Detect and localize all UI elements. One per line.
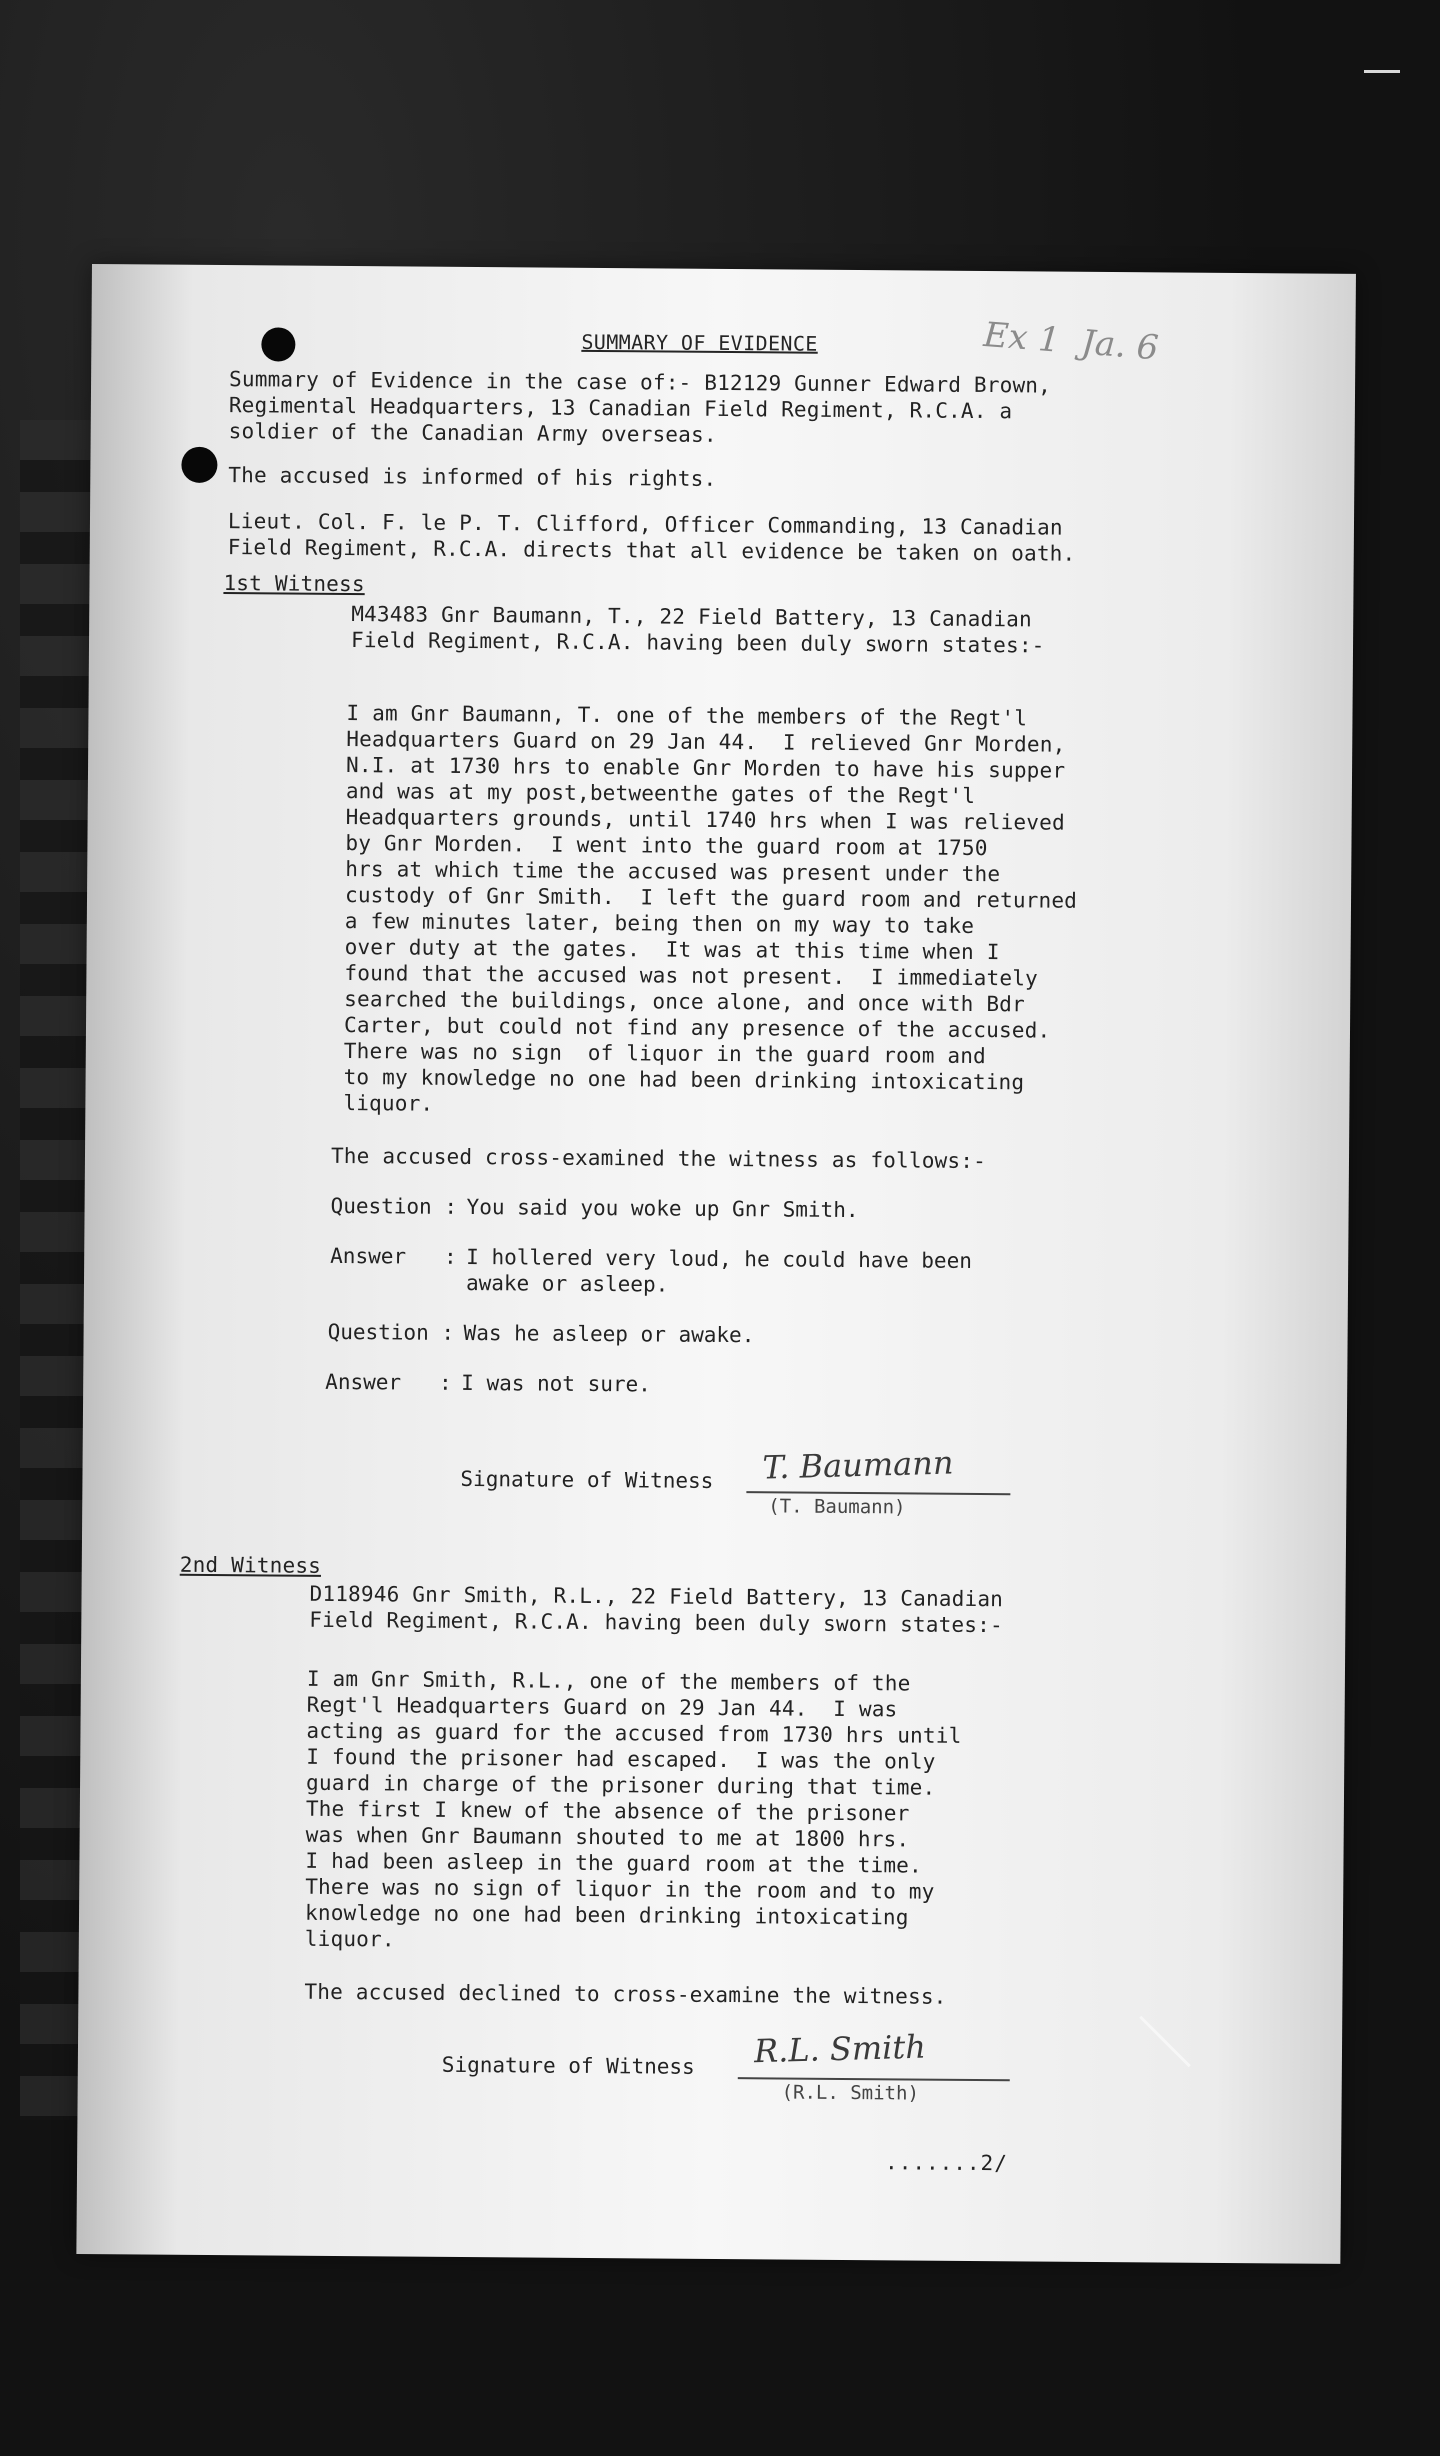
witness-1-intro: M43483 Gnr Baumann, T., 22 Field Battery, 13 Canadian [351, 602, 1033, 632]
witness-1-statement-line: There was no sign of liquor in the guard room and [343, 1039, 987, 1069]
declined-line: The accused declined to cross-examine the witness. [304, 1979, 947, 2009]
qa-text: Was he asleep or awake. [463, 1320, 755, 1348]
document-page [76, 264, 1356, 2264]
qa-prefix: Question : [327, 1319, 455, 1345]
witness-1-statement-line: liquor. [343, 1091, 434, 1116]
witness-1-signature: T. Baumann [762, 1443, 954, 1487]
oath-line: Field Regiment, R.C.A. directs that all evidence be taken on oath. [227, 535, 1076, 566]
witness-2-intro: D118946 Gnr Smith, R.L., 22 Field Battery, 13 Canadian [309, 1581, 1004, 1612]
witness-1-intro: Field Regiment, R.C.A. having been duly sworn states:- [350, 628, 1045, 658]
witness-1-printed-name: (T. Baumann) [768, 1495, 906, 1519]
qa-prefix: Question : [330, 1193, 458, 1219]
punch-hole-icon [261, 327, 295, 361]
witness-1-statement-line: Headquarters grounds, until 1740 hrs when I was relieved [345, 805, 1065, 835]
witness-1-statement-line: N.I. at 1730 hrs to enable Gnr Morden to have his supper [345, 753, 1066, 783]
witness-1-statement-line: by Gnr Morden. I went into the guard room at 1750 [345, 831, 988, 861]
cross-exam-line: The accused cross-examined the witness as follows:- [330, 1143, 987, 1174]
rights-line: The accused is informed of his rights. [228, 463, 717, 491]
witness-1-statement-line: over duty at the gates. It was at this time when I [344, 935, 1000, 965]
witness-2-statement-line: There was no sign of liquor in the room and to my [305, 1874, 935, 1904]
qa-text: You said you woke up Gnr Smith. [466, 1194, 859, 1223]
oath-line: Lieut. Col. F. le P. T. Clifford, Officer Commanding, 13 Canadian [227, 509, 1063, 540]
page-continuation-marker: .......2/ [885, 2150, 1009, 2176]
witness-2-statement-line: Regt'l Headquarters Guard on 29 Jan 44. I was [306, 1692, 898, 1722]
witness-2-statement-line: I am Gnr Smith, R.L., one of the members of the [306, 1666, 911, 1696]
witness-1-statement-line: I am Gnr Baumann, T. one of the members of the Regt'l [346, 701, 1028, 731]
handwritten-note: Ex 1 Ja. 6 [982, 314, 1160, 369]
signature-line [738, 2077, 1010, 2081]
signature-label: Signature of Witness [441, 2052, 695, 2079]
punch-hole-icon [181, 447, 217, 483]
witness-2-statement-line: I found the prisoner had escaped. I was the only [306, 1744, 936, 1774]
signature-label: Signature of Witness [460, 1466, 714, 1493]
witness-2-statement-line: I had been asleep in the guard room at the time. [305, 1848, 923, 1878]
qa-text: awake or asleep. [465, 1270, 669, 1297]
witness-2-statement-line: was when Gnr Baumann shouted to me at 1800 hrs. [305, 1822, 910, 1852]
witness-1-statement-line: a few minutes later, being then on my way to take [344, 909, 975, 938]
witness-1-statement-line: and was at my post,betweenthe gates of the Regt'l [345, 779, 976, 808]
witness-1-statement-line: hrs at which time the accused was present under the [345, 857, 1001, 887]
witness-2-statement-line: knowledge no one had been drinking intoxicating [304, 1900, 909, 1930]
witness-2-statement-line: acting as guard for the accused from 1730 hrs until [306, 1718, 962, 1748]
witness-2-statement-line: The first I knew of the absence of the prisoner [305, 1796, 910, 1826]
witness-1-statement-line: found that the accused was not present. I immediately [344, 961, 1039, 991]
witness-1-statement-line: to my knowledge no one had been drinking intoxicating [343, 1065, 1025, 1095]
witness-1-label: 1st Witness [223, 571, 365, 597]
qa-prefix: Answer : [330, 1243, 457, 1269]
document-title: SUMMARY OF EVIDENCE [581, 329, 818, 356]
witness-1-statement-line: custody of Gnr Smith. I left the guard room and returned [344, 883, 1078, 913]
qa-prefix: Answer : [325, 1369, 452, 1395]
intro-line: Regimental Headquarters, 13 Canadian Field Regiment, R.C.A. a [228, 393, 1013, 424]
witness-1-statement-line: Headquarters Guard on 29 Jan 44. I relieved Gnr Morden, [346, 727, 1066, 757]
witness-2-printed-name: (R.L. Smith) [781, 2081, 920, 2105]
witness-2-statement-line: guard in charge of the prisoner during that time. [305, 1770, 936, 1800]
witness-1-statement-line: Carter, but could not find any presence of the accused. [343, 1013, 1051, 1043]
witness-1-statement-line: searched the buildings, once alone, and once with Bdr [344, 987, 1025, 1017]
intro-line: soldier of the Canadian Army overseas. [228, 419, 717, 447]
qa-text: I was not sure. [461, 1370, 651, 1397]
intro-line: Summary of Evidence in the case of:- B12129 Gunner Edward Brown, [229, 367, 1052, 398]
witness-2-statement-line: liquor. [304, 1926, 395, 1952]
witness-2-intro: Field Regiment, R.C.A. having been duly sworn states:- [309, 1607, 1003, 1638]
scan-mark [1364, 70, 1400, 73]
qa-text: I hollered very loud, he could have been [466, 1244, 973, 1273]
witness-2-signature: R.L. Smith [753, 2027, 927, 2071]
witness-2-label: 2nd Witness [179, 1552, 322, 1578]
